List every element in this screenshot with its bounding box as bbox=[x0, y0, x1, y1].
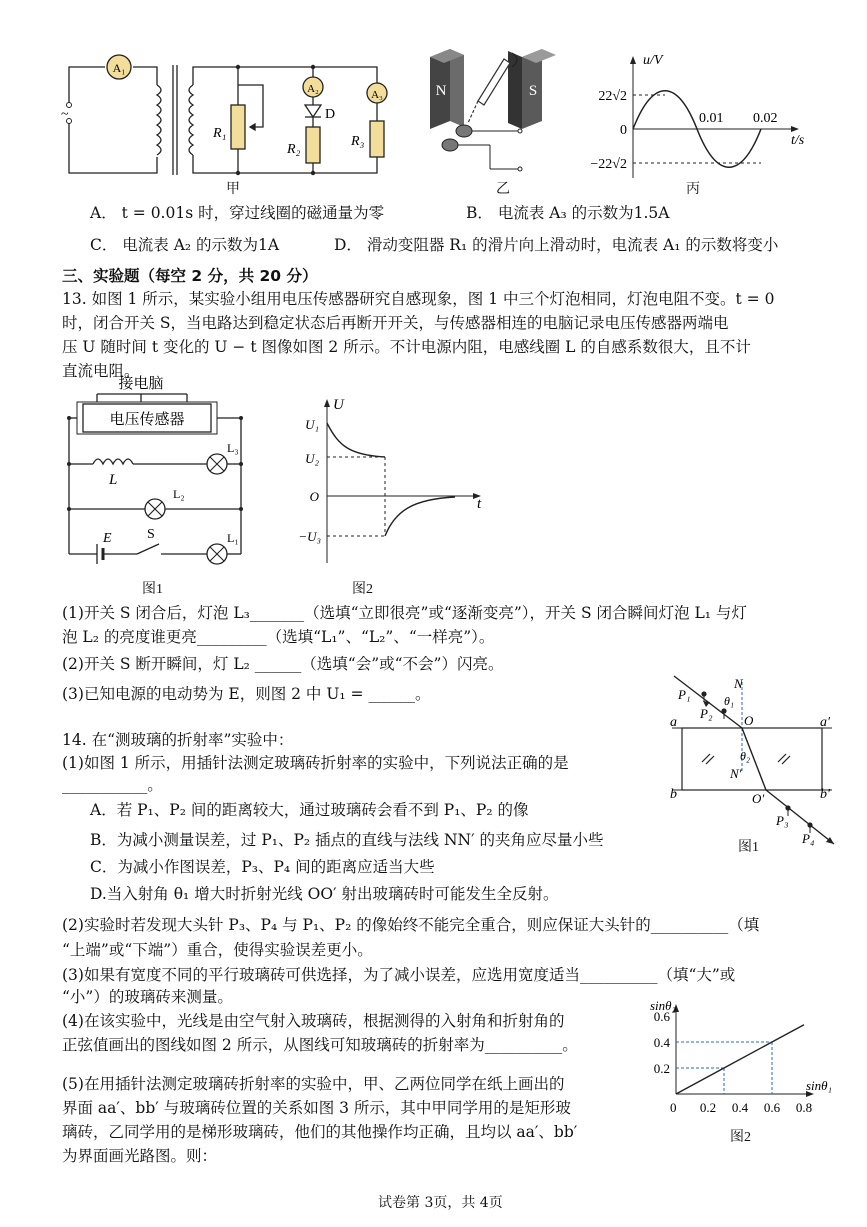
lamp-l1-label: L₁ bbox=[227, 531, 239, 545]
bing-y-max: 22√2 bbox=[598, 89, 627, 104]
q14-title: 14. 在“测玻璃的折射率”实验中： bbox=[62, 731, 294, 749]
q13-stem-line-3: 压 U 随时间 t 变化的 U − t 图像如图 2 所示。不计电源内阻，电感线圈 L 的自感系数很大，且不计 bbox=[62, 338, 751, 356]
meter-a1-label: A₁ bbox=[112, 61, 126, 75]
bing-y-min: −22√2 bbox=[590, 157, 627, 172]
r1-label: R₁ bbox=[213, 126, 227, 141]
inductor-label: L bbox=[109, 472, 118, 488]
q13-sub-1a: (1)开关 S 闭合后，灯泡 L₃_______（选填“立即很亮”或“逐渐变亮”），开关 S 闭合瞬间灯泡 L₁ 与灯 bbox=[62, 604, 747, 622]
edge-a-label: a bbox=[670, 715, 677, 730]
q13-stem-line-1: 13. 如图 1 所示，某实验小组用电压传感器研究自感现象，图 1 中三个灯泡相同，灯泡电阻不变。t = 0 bbox=[62, 290, 775, 308]
q14-q5-line-4: 为界面画光路图。则： bbox=[62, 1147, 218, 1165]
bing-x-tick-1: 0.01 bbox=[699, 111, 724, 126]
q14-figure2-caption: 图2 bbox=[730, 1130, 751, 1145]
q12-option-a: A． t = 0.01s 时，穿过线圈的磁通量为零 bbox=[90, 204, 385, 222]
q13-sub-1b: 泡 L₂ 的亮度谁更亮_________（选填“L₁”、“L₂”、“一样亮”）。 bbox=[62, 628, 495, 646]
angle-theta2-label: θ₂ bbox=[740, 749, 751, 763]
edge-b-prime-label: b′ bbox=[820, 787, 831, 802]
q14-figure2-chart bbox=[640, 1000, 850, 1120]
graph-origin-label: O bbox=[309, 489, 319, 504]
pin-p1-label: P₁ bbox=[678, 687, 691, 702]
bing-x-tick-2: 0.02 bbox=[753, 111, 778, 126]
q13-figure1-caption: 图1 bbox=[142, 582, 163, 597]
graph-u1-label: U₁ bbox=[305, 417, 319, 432]
normal-n-label: N bbox=[734, 676, 743, 691]
ac-source-symbol: ~ bbox=[61, 107, 69, 122]
q13-figure2-caption: 图2 bbox=[352, 582, 373, 597]
chart-y-tick-1: 0.4 bbox=[653, 1035, 670, 1050]
meter-a2-label: A₂ bbox=[307, 83, 319, 95]
q12-option-b: B． 电流表 A₃ 的示数为1.5A bbox=[466, 204, 670, 222]
q14-figure1-caption: 图1 bbox=[738, 840, 759, 855]
pin-p3-label: P₃ bbox=[776, 813, 789, 828]
chart-y-axis-label: sinθ₂ bbox=[650, 1000, 677, 1013]
figure-bing-caption: 丙 bbox=[686, 182, 700, 197]
q13-sub-2: (2)开关 S 断开瞬间，灯 L₂ ______（选填“会”或“不会”）闪亮。 bbox=[62, 655, 504, 673]
q13-figure1-circuit bbox=[55, 372, 255, 572]
q12-option-d: D． 滑动变阻器 R₁ 的滑片向上滑动时，电流表 A₁ 的示数将变小 bbox=[334, 236, 779, 254]
q12-option-c: C． 电流表 A₂ 的示数为1A bbox=[90, 236, 280, 254]
q14-option-c: C．为减小作图误差，P₃、P₄ 间的距离应适当大些 bbox=[90, 858, 435, 876]
q14-option-b: B．为减小测量误差，过 P₁、P₂ 插点的直线与法线 NN′ 的夹角应尽量小些 bbox=[90, 831, 604, 849]
diode-label: D bbox=[325, 107, 336, 122]
figure-jia-circuit bbox=[55, 45, 400, 195]
r3-label: R₃ bbox=[351, 134, 365, 149]
point-o-label: O bbox=[744, 713, 754, 728]
q14-q5-line-2: 界面 aa′、bb′ 与玻璃砖位置的关系如图 3 所示，其中甲同学用的是矩形玻 bbox=[62, 1099, 571, 1117]
graph-t-axis-label: t bbox=[477, 496, 482, 512]
pin-p2-label: P₂ bbox=[700, 706, 713, 721]
chart-x-tick-3: 0.8 bbox=[795, 1100, 813, 1115]
q14-q3-line-1: (3)如果有宽度不同的平行玻璃砖可供选择，为了减小误差，应选用宽度适当__________（填“大”或 bbox=[62, 966, 736, 984]
pin-p4-label: P₄ bbox=[802, 831, 815, 846]
q14-q2-line-1: (2)实验时若发现大头针 P₃、P₄ 与 P₁、P₂ 的像始终不能完全重合，则应保证大头针的__________（填 bbox=[62, 916, 760, 934]
graph-u-axis-label: U bbox=[333, 397, 344, 413]
q14-q4-line-1: (4)在该实验中，光线是由空气射入玻璃砖，根据测得的入射角和折射角的 bbox=[62, 1012, 565, 1030]
q14-q5-line-3: 璃砖，乙同学用的是梯形玻璃砖，他们的其他操作均正确，且均以 aa′、bb′ bbox=[62, 1123, 578, 1141]
chart-origin-label: 0 bbox=[670, 1100, 677, 1115]
q14-q1-line-1: (1)如图 1 所示，用插针法测定玻璃砖折射率的实验中，下列说法正确的是 bbox=[62, 754, 569, 772]
figure-yi-caption: 乙 bbox=[496, 182, 510, 197]
page-footer: 试卷第 3页，共 4页 bbox=[378, 1195, 503, 1211]
section-3-heading: 三、实验题（每空 2 分，共 20 分） bbox=[62, 267, 318, 285]
r2-label: R₂ bbox=[287, 142, 301, 157]
voltage-sensor-label: 电压传感器 bbox=[109, 410, 185, 428]
figure-bing-sine-graph bbox=[585, 48, 815, 183]
chart-y-tick-0: 0.2 bbox=[653, 1061, 670, 1076]
q14-q1-line-2: ___________。 bbox=[62, 776, 163, 794]
figure-jia-caption: 甲 bbox=[226, 182, 240, 197]
bing-x-axis-label: t/s bbox=[791, 133, 805, 148]
computer-label: 接电脑 bbox=[118, 374, 164, 392]
q14-option-a: A．若 P₁、P₂ 间的距离较大，通过玻璃砖会看不到 P₁、P₂ 的像 bbox=[90, 801, 529, 819]
figure-yi-generator bbox=[420, 45, 560, 180]
switch-s-label: S bbox=[147, 527, 155, 542]
meter-a3-label: A₃ bbox=[371, 89, 383, 101]
chart-x-axis-label: sinθ₁ bbox=[806, 1078, 833, 1093]
magnet-s-label: S bbox=[528, 83, 538, 99]
chart-x-tick-1: 0.4 bbox=[731, 1100, 749, 1115]
q13-stem-line-4: 直流电阻。 bbox=[62, 362, 140, 380]
lamp-l3-label: L₃ bbox=[227, 441, 239, 455]
q14-figure1-refraction bbox=[660, 668, 860, 868]
bing-y-axis-label: u/V bbox=[643, 53, 663, 68]
lamp-l2-label: L₂ bbox=[173, 487, 185, 501]
q14-option-d: D.当入射角 θ₁ 增大时折射光线 OO′ 射出玻璃砖时可能发生全反射。 bbox=[90, 885, 559, 903]
chart-series-line bbox=[676, 1025, 804, 1094]
q13-stem-line-2: 时，闭合开关 S，当电路达到稳定状态后再断开开关，与传感器相连的电脑记录电压传感器两端电 bbox=[62, 314, 729, 332]
chart-y-tick-2: 0.6 bbox=[653, 1009, 670, 1024]
q13-sub-3: (3)已知电源的电动势为 E，则图 2 中 U₁ = ______。 bbox=[62, 685, 431, 703]
q14-q2-line-2: “上端”或“下端”）重合，使得实验误差更小。 bbox=[62, 941, 373, 959]
magnet-n-label: N bbox=[435, 83, 447, 99]
q14-q3-line-2: “小”）的玻璃砖来测量。 bbox=[62, 988, 233, 1006]
battery-e-label: E bbox=[103, 531, 112, 546]
q14-q5-line-1: (5)在用插针法测定玻璃砖折射率的实验中，甲、乙两位同学在纸上画出的 bbox=[62, 1075, 565, 1093]
normal-n-prime-label: N′ bbox=[730, 766, 742, 781]
angle-theta1-label: θ₁ bbox=[724, 694, 735, 708]
graph-u2-label: U₂ bbox=[305, 451, 319, 466]
edge-a-prime-label: a′ bbox=[820, 715, 831, 730]
bing-origin: 0 bbox=[620, 123, 627, 138]
chart-x-tick-2: 0.6 bbox=[763, 1100, 781, 1115]
point-o-prime-label: O′ bbox=[752, 791, 765, 806]
edge-b-label: b bbox=[670, 787, 677, 802]
q13-figure2-graph bbox=[285, 393, 495, 573]
chart-x-tick-0: 0.2 bbox=[699, 1100, 717, 1115]
q14-q4-line-2: 正弦值画出的图线如图 2 所示，从图线可知玻璃砖的折射率为__________。 bbox=[62, 1036, 578, 1054]
graph-u3-label: −U₃ bbox=[298, 529, 321, 544]
